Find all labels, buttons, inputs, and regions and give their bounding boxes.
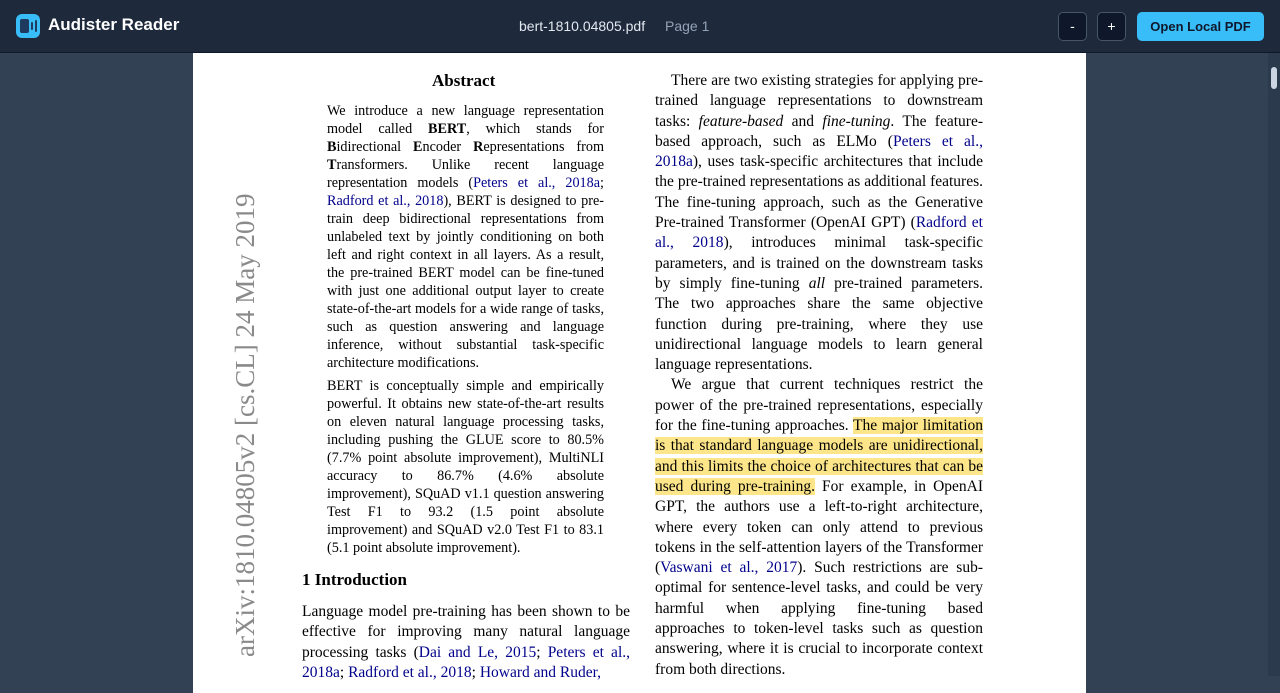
text-run: R bbox=[473, 139, 484, 155]
citation-link[interactable]: Howard and Ruder, bbox=[479, 663, 602, 681]
text-run: We introduce a new language representation model called bbox=[327, 103, 604, 137]
text-run: T bbox=[327, 157, 337, 173]
arxiv-side-stamp: arXiv:1810.04805v2 [cs.CL] 24 May 2019 bbox=[230, 193, 260, 657]
citation-link[interactable]: Vaswani et al., 2017 bbox=[660, 559, 798, 577]
text-run: ), uses task-specific architectures that include the pre-trained representations as additional features. The fine-tuning approach, such as the Generative Pre-trained Transformer (OpenAI GPT) ( bbox=[655, 153, 983, 232]
document-name: bert-1810.04805.pdf bbox=[519, 18, 646, 34]
open-local-pdf-button[interactable]: Open Local PDF bbox=[1137, 12, 1264, 41]
citation-link[interactable]: Dai and Le, 2015 bbox=[418, 643, 537, 661]
app-header bbox=[0, 0, 1280, 53]
citation-link[interactable]: Radford et al., 2018 bbox=[327, 193, 444, 209]
text-run: BERT bbox=[428, 121, 467, 137]
text-run: ncoder bbox=[422, 139, 474, 155]
text-run: . The feature-based approach, such as ELMo ( bbox=[655, 112, 983, 150]
text-run: B bbox=[327, 139, 337, 155]
zoom-in-button[interactable]: + bbox=[1097, 12, 1126, 41]
text-run: There are two existing strategies for applying pre-trained language representations to downstream tasks: bbox=[655, 72, 983, 130]
text-run: ), BERT is designed to pre-train deep bidirectional representations from unlabeled text by jointly conditioning on both left and right context in all layers. As a result, the pre-trained BERT model can be fine-tuned with just one additional output layer to create state-of-the-art models for a wide range of tasks, such as question answering and language inference, without substantial task-specific architecture modifications. bbox=[327, 193, 604, 371]
text-run: ). Such restrictions are sub-optimal for sentence-level tasks, and could be very harmful when applying fine-tuning based approaches to token-level tasks such as question answering, where it is crucial to incorporate context from both directions. bbox=[655, 559, 984, 678]
text-run: all bbox=[808, 274, 826, 292]
text-run: idirectional bbox=[336, 139, 414, 155]
text-run: pre-trained parameters. The two approaches share the same objective function during pre-training, where they use unidirectional language models to learn general language representations. bbox=[655, 274, 983, 374]
zoom-out-button[interactable]: - bbox=[1058, 12, 1087, 41]
abstract-title: Abstract bbox=[432, 71, 496, 90]
text-run: For example, in OpenAI GPT, the authors use a left-to-right architecture, where every token can only attend to previous tokens in the self-attention layers of the Transformer ( bbox=[655, 477, 983, 577]
text-run: ransformers. Unlike recent language representation models ( bbox=[327, 157, 604, 191]
text-run: ; bbox=[536, 643, 548, 661]
text-run: ; bbox=[600, 175, 604, 191]
text-run: We argue that current techniques restrict the power of the pre-trained representations, especially for the fine-tuning approaches. bbox=[655, 376, 983, 435]
text-run: E bbox=[413, 139, 423, 155]
text-run: feature-based bbox=[698, 112, 784, 130]
text-run: fine-tuning bbox=[822, 112, 891, 130]
text-run: ), introduces minimal task-specific parameters, and is trained on the downstream tasks by simply fine-tuning bbox=[655, 234, 984, 292]
introduction-heading: 1 Introduction bbox=[302, 570, 408, 589]
text-run: ; bbox=[339, 663, 349, 681]
text-run: BERT is conceptually simple and empirically powerful. It obtains new state-of-the-art results on eleven natural language processing tasks, including pushing the GLUE score to 80.5% (7.7% point absolute improvement), MultiNLI accuracy to 86.7% (4.6% absolute improvement), SQuAD v1.1 question answering Test F1 to 93.2 (1.5 point absolute improvement) and SQuAD v2.0 Test F1 to 83.1 (5.1 point absolute improvement). bbox=[327, 378, 604, 556]
citation-link[interactable]: Peters et al., 2018a bbox=[473, 175, 601, 191]
page-indicator: Page 1 bbox=[665, 18, 710, 34]
citation-link[interactable]: Radford et al., 2018 bbox=[655, 214, 983, 252]
app-logo-icon bbox=[16, 14, 40, 38]
citation-link[interactable]: Radford et al., 2018 bbox=[348, 663, 472, 681]
text-run: ; bbox=[471, 663, 480, 681]
scrollbar-thumb[interactable] bbox=[1271, 67, 1277, 89]
citation-link[interactable]: Peters et al., 2018a bbox=[302, 643, 630, 681]
text-run: and bbox=[783, 112, 823, 130]
app-title: Audister Reader bbox=[48, 15, 180, 34]
highlighted-text: The major limitation is that standard language models are unidirectional, and this limits the choice of architectures that can be used during pre-training. bbox=[655, 417, 983, 495]
text-run: , which stands for bbox=[466, 121, 604, 137]
text-run: epresentations from bbox=[483, 139, 604, 155]
citation-link[interactable]: Peters et al., 2018a bbox=[655, 132, 983, 171]
text-run: Language model pre-training has been shown to be effective for improving many natural language processing tasks ( bbox=[302, 603, 630, 661]
viewer-scrollbar[interactable] bbox=[1268, 53, 1280, 676]
